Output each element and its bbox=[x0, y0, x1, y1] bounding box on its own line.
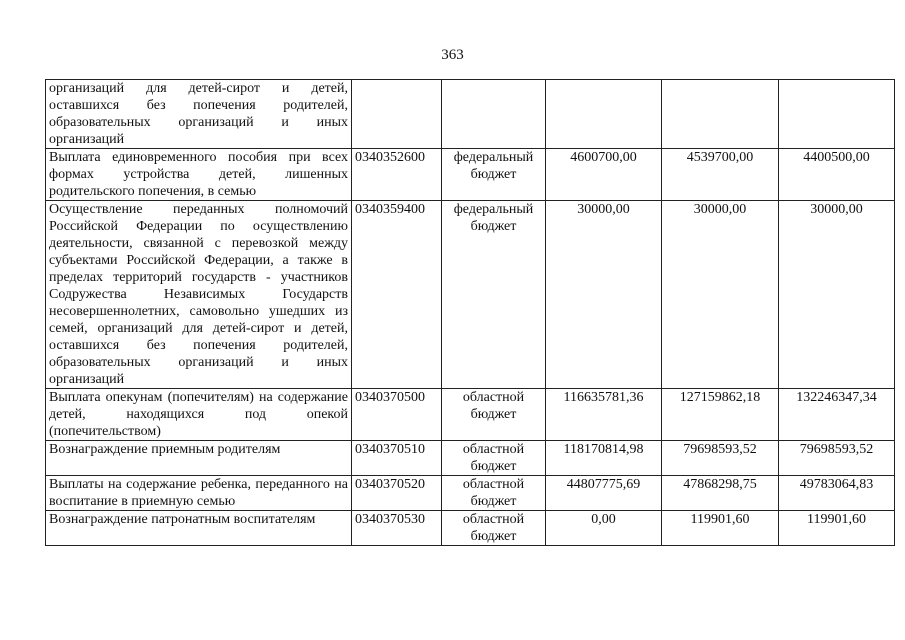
row-funding-source bbox=[442, 80, 546, 149]
row-funding-source: областной бюджет bbox=[442, 511, 546, 546]
table-row bbox=[46, 441, 895, 476]
row-code: 0340370500 bbox=[352, 389, 442, 441]
row-funding-source: областной бюджет bbox=[442, 441, 546, 476]
row-description: Вознаграждение патронатным воспитателям bbox=[46, 511, 352, 546]
row-amount-3: 79698593,52 bbox=[779, 441, 895, 476]
table-row bbox=[46, 476, 895, 511]
table-row bbox=[46, 389, 895, 441]
row-description: Выплата единовременного пособия при всех формах устройства детей, лишенных родительского попечения, в семью bbox=[46, 149, 352, 201]
table-row bbox=[46, 80, 895, 149]
row-funding-source: федеральный бюджет bbox=[442, 149, 546, 201]
row-amount-2: 79698593,52 bbox=[662, 441, 779, 476]
row-funding-source: областной бюджет bbox=[442, 476, 546, 511]
row-description: Осуществление переданных полномочий Российской Федерации по осуществлению деятельности, связанной с перевозкой между субъектами Российской Федерации, а также в пределах территорий государств - участников Содружества Независимых Государств несовершеннолетних, самовольно ушедших из семей, организаций для детей-сирот и детей, оставшихся без попечения родителей, образовательных организаций и иных организаций bbox=[46, 201, 352, 389]
row-amount-1 bbox=[546, 80, 662, 149]
budget-table bbox=[45, 79, 895, 546]
row-amount-1: 44807775,69 bbox=[546, 476, 662, 511]
row-code: 0340370520 bbox=[352, 476, 442, 511]
row-amount-3 bbox=[779, 80, 895, 149]
table-row bbox=[46, 511, 895, 546]
row-description: Выплата опекунам (попечителям) на содержание детей, находящихся под опекой (попечительством) bbox=[46, 389, 352, 441]
row-amount-1: 116635781,36 bbox=[546, 389, 662, 441]
row-amount-2 bbox=[662, 80, 779, 149]
table-row bbox=[46, 149, 895, 201]
row-amount-1: 118170814,98 bbox=[546, 441, 662, 476]
table-row bbox=[46, 201, 895, 389]
row-amount-1: 4600700,00 bbox=[546, 149, 662, 201]
row-code bbox=[352, 80, 442, 149]
row-code: 0340352600 bbox=[352, 149, 442, 201]
row-amount-3: 30000,00 bbox=[779, 201, 895, 389]
row-amount-1: 30000,00 bbox=[546, 201, 662, 389]
row-amount-3: 132246347,34 bbox=[779, 389, 895, 441]
row-amount-2: 47868298,75 bbox=[662, 476, 779, 511]
row-amount-1: 0,00 bbox=[546, 511, 662, 546]
row-code: 0340370510 bbox=[352, 441, 442, 476]
row-amount-2: 127159862,18 bbox=[662, 389, 779, 441]
row-amount-3: 119901,60 bbox=[779, 511, 895, 546]
row-amount-2: 30000,00 bbox=[662, 201, 779, 389]
row-funding-source: федеральный бюджет bbox=[442, 201, 546, 389]
row-description: Вознаграждение приемным родителям bbox=[46, 441, 352, 476]
row-code: 0340370530 bbox=[352, 511, 442, 546]
page-number: 363 bbox=[441, 47, 464, 63]
row-description: Выплаты на содержание ребенка, переданного на воспитание в приемную семью bbox=[46, 476, 352, 511]
row-amount-2: 4539700,00 bbox=[662, 149, 779, 201]
row-amount-3: 4400500,00 bbox=[779, 149, 895, 201]
row-amount-2: 119901,60 bbox=[662, 511, 779, 546]
row-description: организаций для детей-сирот и детей, оставшихся без попечения родителей, образовательных организаций и иных организаций bbox=[46, 80, 352, 149]
row-code: 0340359400 bbox=[352, 201, 442, 389]
row-amount-3: 49783064,83 bbox=[779, 476, 895, 511]
row-funding-source: областной бюджет bbox=[442, 389, 546, 441]
